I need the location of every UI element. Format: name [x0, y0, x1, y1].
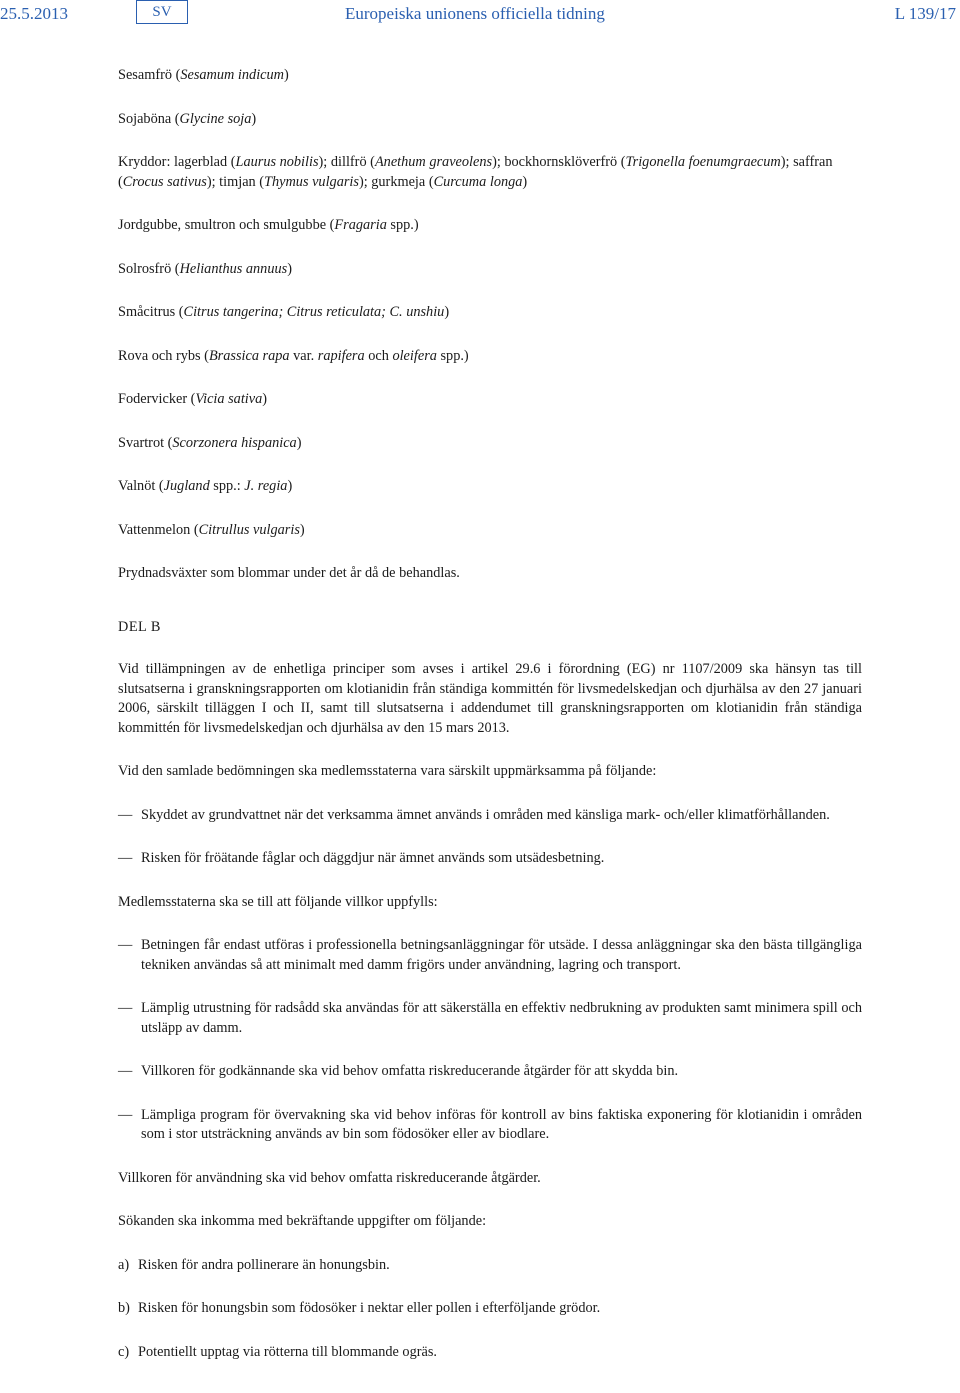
species-item: Vattenmelon (Citrullus vulgaris)	[118, 521, 305, 538]
list-label: b)	[118, 1300, 130, 1316]
list-item: — Lämplig utrustning för radsådd ska användas för att säkerställa en effektiv nedbrukning av produkten samt minimera spill och utsläpp av damm.	[118, 1000, 862, 1036]
list-item: — Lämpliga program för övervakning ska vid behov införas för kontroll av bins faktiska exponering för klotianidin i områden som i stor utsträckning används av bin som födosöker eller av biodlare.	[118, 1106, 862, 1142]
list-item: a) Risken för andra pollinerare än honungsbin.	[118, 1256, 862, 1276]
publication-date: 25.5.2013	[0, 4, 68, 23]
dash-marker: —	[118, 1063, 133, 1079]
species-item: Fodervicker (Vicia sativa)	[118, 391, 268, 407]
paragraph: Villkoren för användning ska vid behov omfatta riskreducerande åtgärder.	[118, 1169, 541, 1186]
dash-marker: —	[118, 1106, 133, 1123]
species-item: Svartrot (Scorzonera hispanica)	[118, 434, 302, 451]
species-item: Småcitrus (Citrus tangerina; Citrus reticulata; C. unshiu)	[118, 304, 450, 320]
species-item: Sojaböna (Glycine soja)	[118, 110, 257, 127]
species-item: Jordgubbe, smultron och smulgubbe (Fragaria spp.)	[118, 217, 419, 233]
list-item: — Betningen får endast utföras i professionella betningsanläggningar för utsäde. I dessa anläggningar ska den bästa tillgängliga tekniken användas så att minimalt med damm frigörs under användning, lagring och transport.	[118, 937, 862, 973]
paragraph: Vid tillämpningen av de enhetliga principer som avses i artikel 29.6 i förordning (EG) nr 1107/2009 ska hänsyn tas till slutsatserna i granskningsrapporten om klotianidin från ständiga kommittén för livsmedelskedjan och djurhälsa av den 27 januari 2006, särskilt tilläggen I och II, samt till slutsatserna i addendumet till granskningsrapporten om klotianidin från ständiga kommittén för livsmedelskedjan och djurhälsa av den 15 mars 2013.	[118, 661, 862, 736]
dash-marker: —	[118, 1000, 133, 1016]
journal-title: Europeiska unionens officiella tidning	[345, 4, 605, 23]
ornamental-plants-note: Prydnadsväxter som blommar under det år då de behandlas.	[118, 565, 460, 581]
list-item: c) Potentiellt upptag via rötterna till blommande ogräs.	[118, 1343, 862, 1363]
list-label: c)	[118, 1343, 130, 1360]
list-item: — Risken för fröätande fåglar och däggdjur när ämnet används som utsädesbetning.	[118, 849, 862, 869]
section-title: DEL B	[118, 618, 161, 635]
document-body	[118, 66, 862, 1386]
page-reference: L 139/17	[894, 4, 956, 23]
species-item: Solrosfrö (Helianthus annuus)	[118, 260, 292, 277]
paragraph: Vid den samlade bedömningen ska medlemsstaterna vara särskilt uppmärksamma på följande:	[118, 763, 657, 779]
page-header	[0, 0, 960, 30]
language-badge: SV	[136, 0, 188, 24]
list-item: — Villkoren för godkännande ska vid behov omfatta riskreducerande åtgärder för att skydda bin.	[118, 1062, 862, 1082]
dash-marker: —	[118, 850, 133, 866]
paragraph: Sökanden ska inkomma med bekräftande uppgifter om följande:	[118, 1213, 487, 1229]
list-label: a)	[118, 1256, 130, 1273]
species-item-kryddor: Kryddor: lagerblad (Laurus nobilis); dillfrö (Anethum graveolens); bockhornsklöverfrö (Trigonella foenumgraecum); saffran (Crocus sativus); timjan (Thymus vulgaris); gurkmeja (Curcuma longa)	[118, 154, 833, 190]
species-item-rova: Rova och rybs (Brassica rapa var. rapifera och oleifera spp.)	[118, 347, 469, 364]
paragraph: Medlemsstaterna ska se till att följande villkor uppfylls:	[118, 893, 438, 910]
dash-marker: —	[118, 806, 133, 823]
list-item: b) Risken för honungsbin som födosöker i nektar eller pollen i efterföljande grödor.	[118, 1299, 862, 1319]
species-item-valnot: Valnöt (Jugland spp.: J. regia)	[118, 478, 293, 494]
dash-marker: —	[118, 937, 133, 953]
species-item: Sesamfrö (Sesamum indicum)	[118, 67, 289, 83]
list-item: — Skyddet av grundvattnet när det verksamma ämnet används i områden med känsliga mark- och/eller klimatförhållanden.	[118, 806, 862, 826]
